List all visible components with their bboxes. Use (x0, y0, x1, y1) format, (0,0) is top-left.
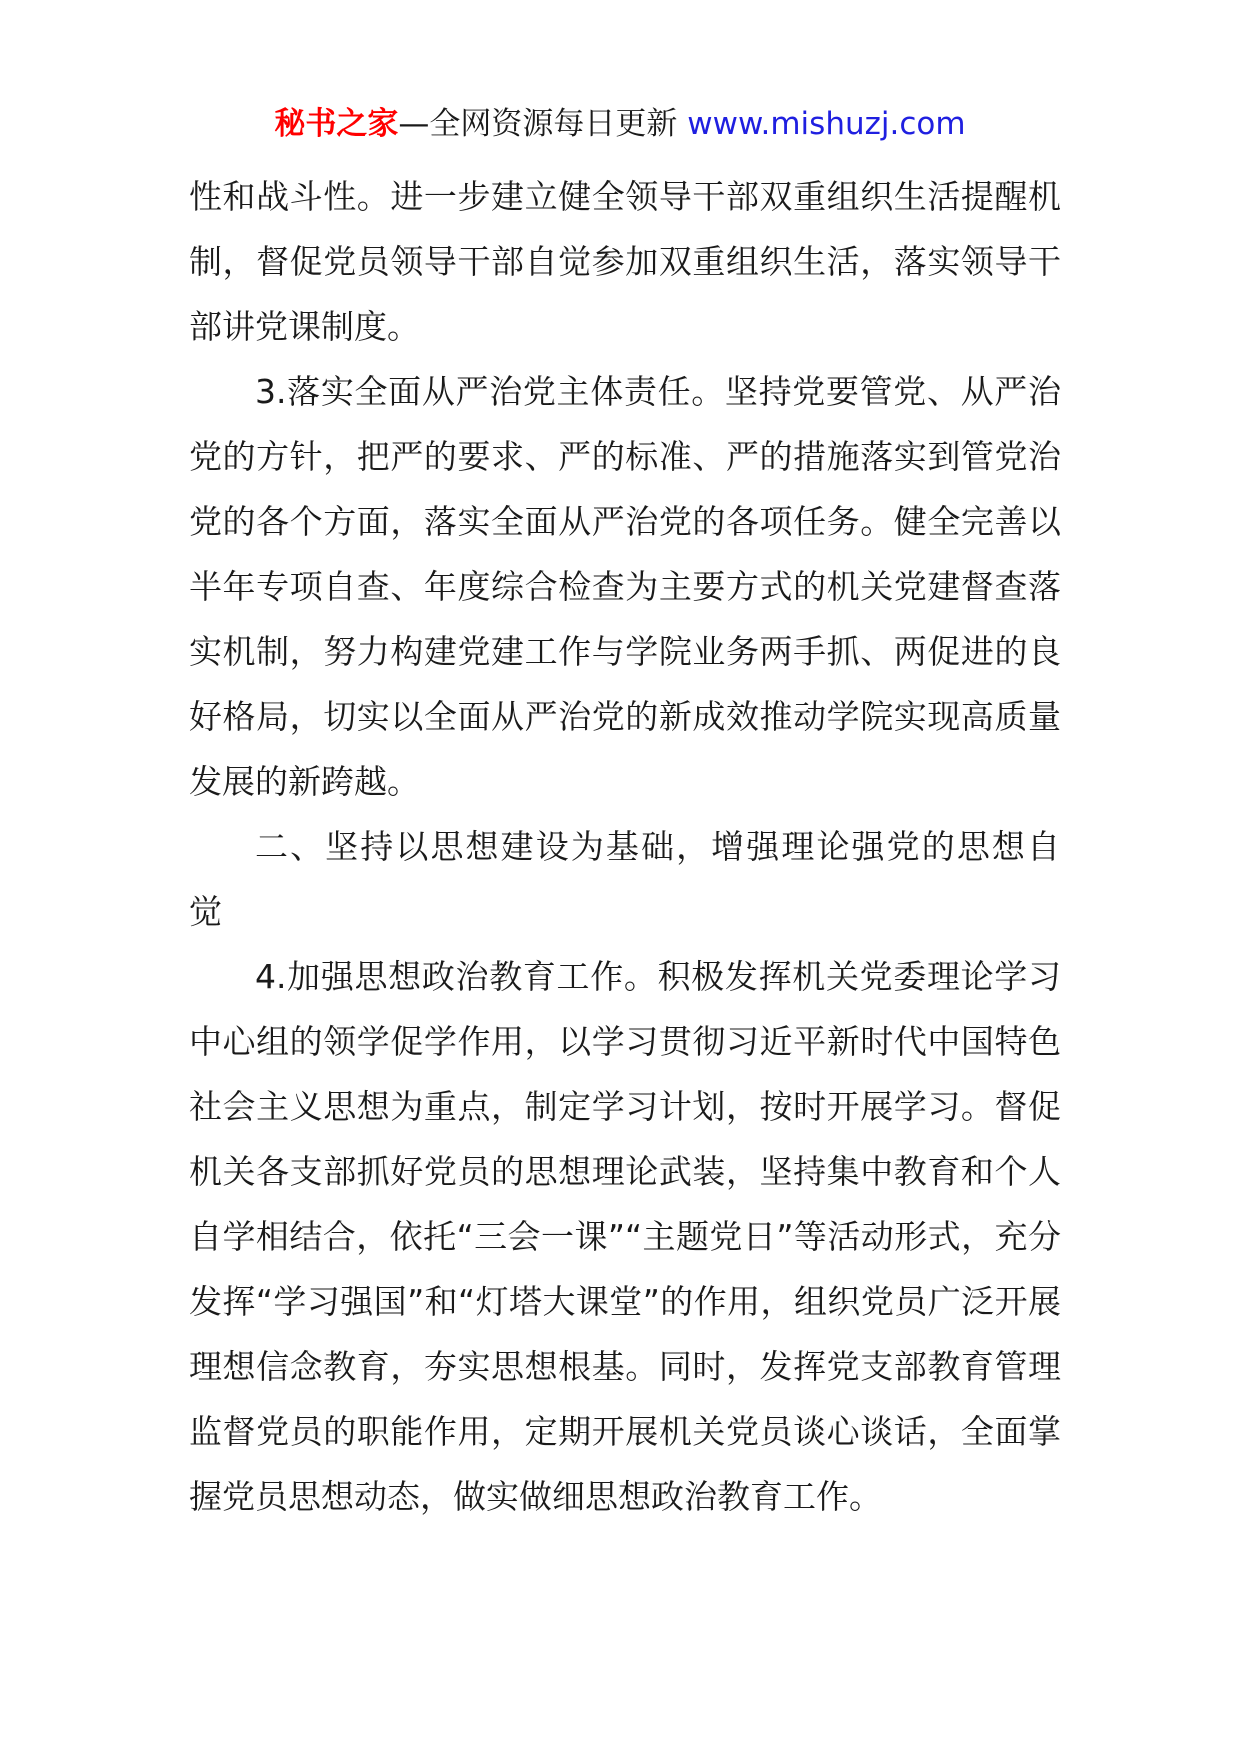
paragraph-item-3: 3.落实全面从严治党主体责任。坚持党要管党、从严治党的方针，把严的要求、严的标准、严的措施落实到管党治党的各个方面，落实全面从严治党的各项任务。健全完善以半年专项自查、年度综合检查为主要方式的机关党建督查落实机制，努力构建党建工作与学院业务两手抓、两促进的良好格局，切实以全面从严治党的新成效推动学院实现高质量发展的新跨越。 (189, 372, 1061, 801)
header-brand: 秘书之家 (274, 106, 399, 142)
page-header (0, 100, 1240, 148)
section-heading-2: 二、坚持以思想建设为基础，增强理论强党的思想自觉 (189, 827, 1061, 931)
paragraph-continued: 性和战斗性。进一步建立健全领导干部双重组织生活提醒机制，督促党员领导干部自觉参加双重组织生活，落实领导干部讲党课制度。 (189, 177, 1061, 346)
header-url-link[interactable]: www.mishuzj.com (687, 106, 966, 142)
header-slogan: —全网资源每日更新 (398, 106, 688, 142)
paragraph-item-4: 4.加强思想政治教育工作。积极发挥机关党委理论学习中心组的领学促学作用，以学习贯彻习近平新时代中国特色社会主义思想为重点，制定学习计划，按时开展学习。督促机关各支部抓好党员的思想理论武装，坚持集中教育和个人自学相结合，依托“三会一课”“主题党日”等活动形式，充分发挥“学习强国”和“灯塔大课堂”的作用，组织党员广泛开展理想信念教育，夯实思想根基。同时，发挥党支部教育管理监督党员的职能作用，定期开展机关党员谈心谈话，全面掌握党员思想动态，做实做细思想政治教育工作。 (189, 957, 1061, 1516)
document-body (189, 164, 1061, 1529)
